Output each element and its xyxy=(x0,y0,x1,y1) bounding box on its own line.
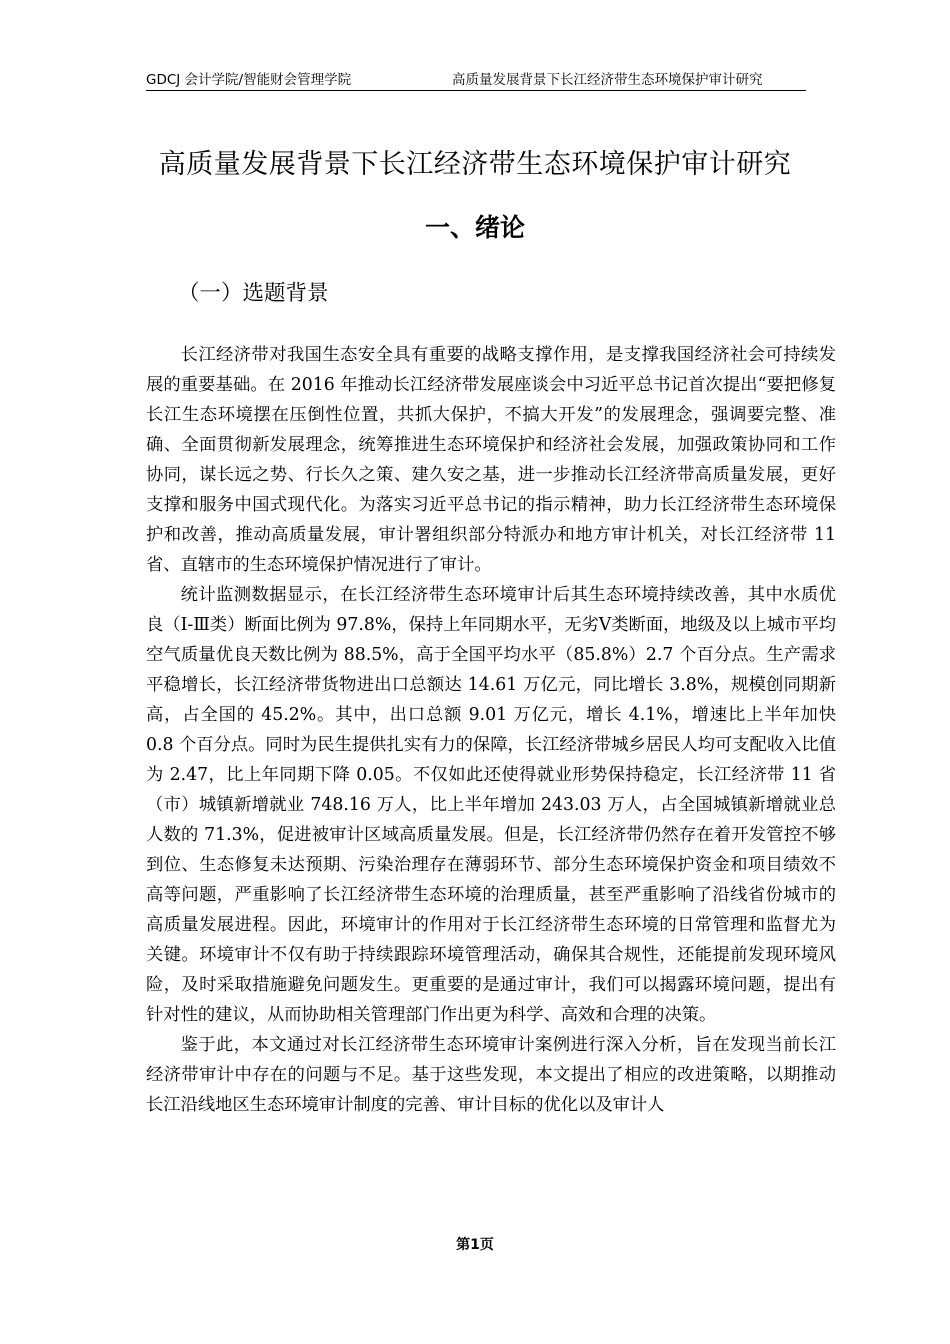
section-heading: 一、绪论 xyxy=(424,213,525,242)
paragraph: 长江经济带对我国生态安全具有重要的战略支撑作用，是支撑我国经济社会可持续发展的重要基础。在 2016 年推动长江经济带发展座谈会中习近平总书记首次提出“要把修复长江生态环境摆在压倒性位置，共抓大保护，不搞大开发”的发展理念，强调要完整、准确、全面贯彻新发展理念，统筹推进生态环境保护和经济社会发展，加强政策协同和工作协同，谋长远之势、行长久之策、建久安之基，进一步推动长江经济带高质量发展，更好支撑和服务中国式现代化。为落实习近平总书记的指示精神，助力长江经济带生态环境保护和改善，推动高质量发展，审计署组织部分特派办和地方审计机关，对长江经济带 11 省、直辖市的生态环境保护情况进行了审计。 xyxy=(146,345,836,575)
header-paper-title: 高质量发展背景下长江经济带生态环境保护审计研究 xyxy=(452,72,763,88)
header-institution: GDCJ 会计学院/智能财会管理学院 xyxy=(146,72,352,88)
paragraph: 统计监测数据显示，在长江经济带生态环境审计后其生态环境持续改善，其中水质优良（Ⅰ-Ⅲ类）断面比例为 97.8%，保持上年同期水平，无劣Ⅴ类断面，地级及以上城市平均空气质量优良天数比例为 88.5%，高于全国平均水平（85.8%）2.7 个百分点。生产需求平稳增长，长江经济带货物进出口总额达 14.61 万亿元，同比增长 3.8%，规模创同期新高，占全国的 45.2%。其中，出口总额 9.01 万亿元，增长 4.1%，增速比上半年加快 0.8 个百分点。同时为民生提供扎实有力的保障，长江经济带城乡居民人均可支配收入比值为 2.47，比上年同期下降 0.05。不仅如此还使得就业形势保持稳定，长江经济带 11 省（市）城镇新增就业 748.16 万人，比上半年增加 243.03 万人，占全国城镇新增就业总人数的 71.3%，促进被审计区域高质量发展。但是，长江经济带仍然存在着开发管控不够到位、生态修复未达预期、污染治理存在薄弱环节、部分生态环境保护资金和项目绩效不高等问题，严重影响了长江经济带生态环境的治理质量，甚至严重影响了沿线省份城市的高质量发展进程。因此，环境审计的作用对于长江经济带生态环境的日常管理和监督尤为关键。环境审计不仅有助于持续跟踪环境管理活动，确保其合规性，还能提前发现环境风险，及时采取措施避免问题发生。更重要的是通过审计，我们可以揭露环境问题，提出有针对性的建议，从而协助相关管理部门作出更为科学、高效和合理的决策。 xyxy=(146,585,836,1025)
paper-title: 高质量发展背景下长江经济带生态环境保护审计研究 xyxy=(158,149,792,180)
running-header xyxy=(146,64,806,91)
paragraph: 鉴于此，本文通过对长江经济带生态环境审计案例进行深入分析，旨在发现当前长江经济带审计中存在的问题与不足。基于这些发现，本文提出了相应的改进策略，以期推动长江沿线地区生态环境审计制度的完善、审计目标的优化以及审计人 xyxy=(146,1035,836,1115)
body-text xyxy=(146,340,836,1120)
subsection-heading: （一）选题背景 xyxy=(178,281,329,306)
page-number: 第1页 xyxy=(456,1237,494,1253)
